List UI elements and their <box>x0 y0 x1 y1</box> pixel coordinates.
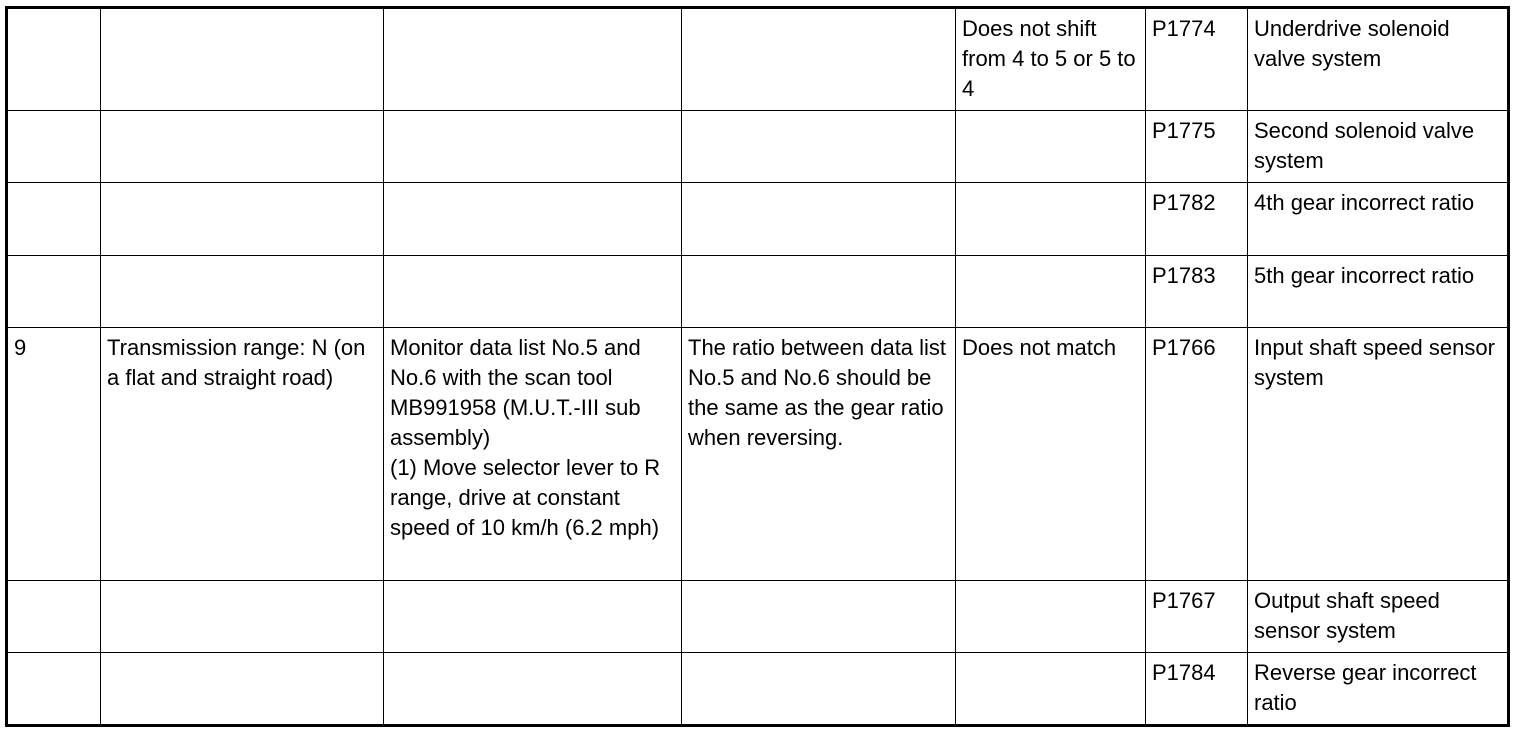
step-cell <box>7 111 101 183</box>
status-cell <box>956 183 1146 256</box>
step-cell <box>7 653 101 726</box>
status-cell: Does not shift from 4 to 5 or 5 to 4 <box>956 8 1146 111</box>
diagnosis-table <box>5 6 1510 727</box>
code-cell: P1774 <box>1146 8 1248 111</box>
standard-cell <box>682 183 956 256</box>
step-cell <box>7 581 101 653</box>
code-cell: P1767 <box>1146 581 1248 653</box>
standard-cell <box>682 256 956 328</box>
table-row <box>7 256 1509 328</box>
status-cell <box>956 111 1146 183</box>
system-cell: Input shaft speed sensor system <box>1248 328 1509 581</box>
procedure-cell <box>384 653 682 726</box>
system-cell: 5th gear incorrect ratio <box>1248 256 1509 328</box>
table-row <box>7 183 1509 256</box>
condition-cell <box>101 581 384 653</box>
status-cell <box>956 256 1146 328</box>
procedure-cell: Monitor data list No.5 and No.6 with the scan tool MB991958 (M.U.T.-III sub assembly) (1) Move selector lever to R range, drive at constant speed of 10 km/h (6.2 mph) <box>384 328 682 581</box>
system-cell: 4th gear incorrect ratio <box>1248 183 1509 256</box>
condition-cell <box>101 111 384 183</box>
code-cell: P1783 <box>1146 256 1248 328</box>
status-cell <box>956 653 1146 726</box>
code-cell: P1782 <box>1146 183 1248 256</box>
procedure-cell <box>384 8 682 111</box>
status-cell: Does not match <box>956 328 1146 581</box>
table-row <box>7 111 1509 183</box>
status-cell <box>956 581 1146 653</box>
step-cell <box>7 256 101 328</box>
code-cell: P1766 <box>1146 328 1248 581</box>
standard-cell <box>682 653 956 726</box>
code-cell: P1784 <box>1146 653 1248 726</box>
system-cell: Output shaft speed sensor system <box>1248 581 1509 653</box>
step-cell: 9 <box>7 328 101 581</box>
table-row <box>7 653 1509 726</box>
standard-cell <box>682 581 956 653</box>
procedure-cell <box>384 111 682 183</box>
step-cell <box>7 183 101 256</box>
standard-cell <box>682 8 956 111</box>
diagnosis-table-container <box>5 6 1510 727</box>
procedure-cell <box>384 581 682 653</box>
condition-cell <box>101 183 384 256</box>
system-cell: Underdrive solenoid valve system <box>1248 8 1509 111</box>
standard-cell <box>682 111 956 183</box>
condition-cell <box>101 8 384 111</box>
procedure-cell <box>384 256 682 328</box>
table-row <box>7 328 1509 581</box>
condition-cell <box>101 653 384 726</box>
condition-cell <box>101 256 384 328</box>
procedure-cell <box>384 183 682 256</box>
table-row <box>7 581 1509 653</box>
system-cell: Reverse gear incorrect ratio <box>1248 653 1509 726</box>
standard-cell: The ratio between data list No.5 and No.6 should be the same as the gear ratio when reversing. <box>682 328 956 581</box>
table-row <box>7 8 1509 111</box>
code-cell: P1775 <box>1146 111 1248 183</box>
system-cell: Second solenoid valve system <box>1248 111 1509 183</box>
step-cell <box>7 8 101 111</box>
condition-cell: Transmission range: N (on a flat and straight road) <box>101 328 384 581</box>
